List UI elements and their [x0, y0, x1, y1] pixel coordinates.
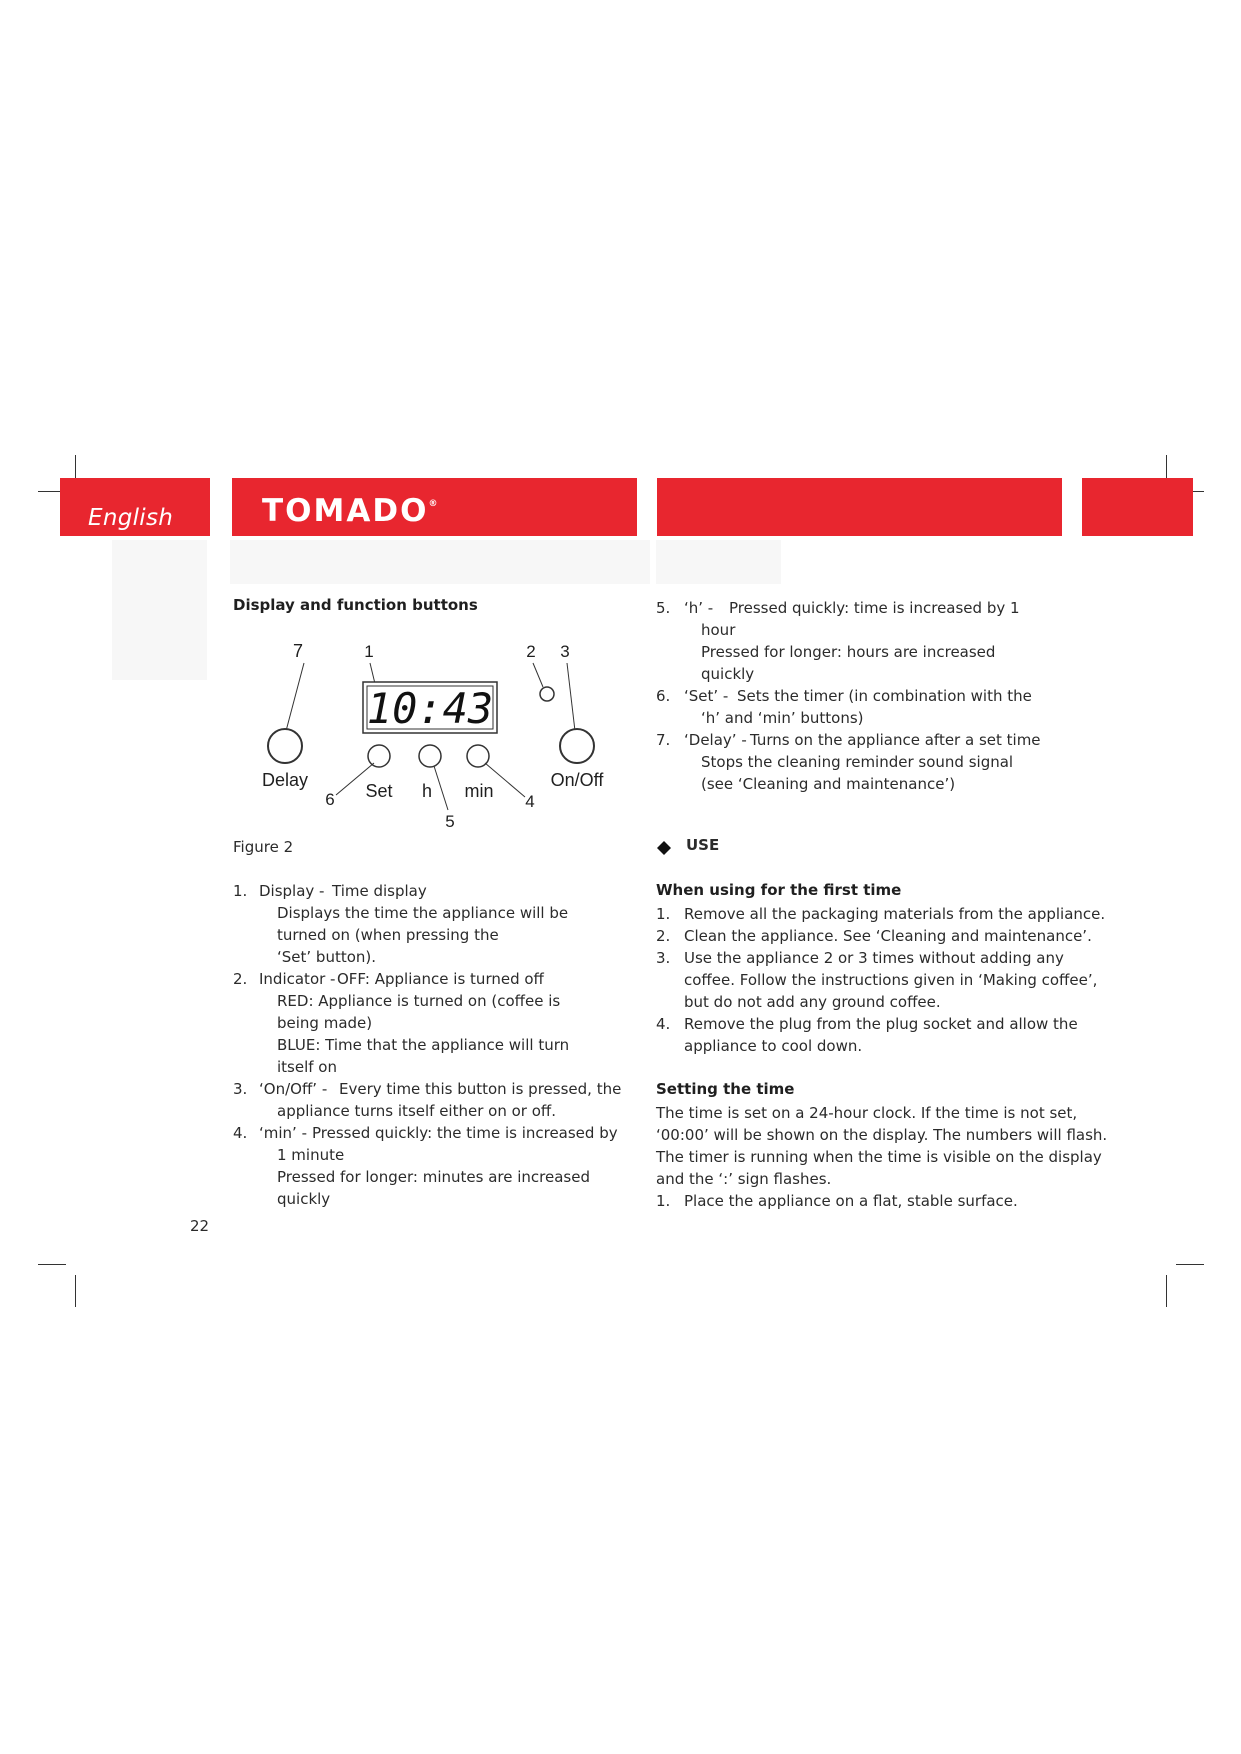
list-line: Remove all the packaging materials from the appliance.	[684, 905, 1106, 923]
brand-logo	[262, 493, 437, 529]
print-shadow	[656, 540, 781, 584]
set-label: Set	[365, 781, 393, 801]
paragraph-line: The timer is running when the time is visible on the display	[656, 1148, 1102, 1166]
list-line: quickly	[701, 665, 755, 683]
setting-time-title: Setting the time	[656, 1080, 795, 1098]
list-line: appliance to cool down.	[684, 1037, 863, 1055]
h-label: h	[421, 781, 433, 801]
delay-button-icon	[268, 729, 302, 763]
section-title: Display and function buttons	[233, 596, 478, 614]
list-number: 4.	[233, 1124, 248, 1142]
crop-mark	[1176, 1264, 1204, 1265]
header-bar-edge	[1082, 478, 1193, 536]
list-line: Pressed for longer: minutes are increased	[277, 1168, 590, 1186]
paragraph-line: ‘00:00’ will be shown on the display. The numbers will flash.	[656, 1126, 1108, 1144]
list-line: Every time this button is pressed, the	[339, 1080, 622, 1098]
list-line: Pressed for longer: hours are increased	[701, 643, 996, 661]
list-line: quickly	[277, 1190, 331, 1208]
on-off-button-icon	[560, 729, 594, 763]
lcd-time: 10:43	[366, 684, 494, 733]
list-number: 4.	[656, 1015, 671, 1033]
list-line: RED: Appliance is turned on (coffee is	[277, 992, 561, 1010]
list-number: 3.	[233, 1080, 248, 1098]
list-number: 5.	[656, 599, 671, 617]
list-line: (see ‘Cleaning and maintenance’)	[701, 775, 956, 793]
list-number: 2.	[656, 927, 671, 945]
list-line: Use the appliance 2 or 3 times without adding any	[684, 949, 1064, 967]
crop-mark	[38, 1264, 66, 1265]
list-line: Displays the time the appliance will be	[277, 904, 569, 922]
set-button-icon	[368, 745, 390, 767]
language-label: English	[88, 505, 174, 531]
h-button-icon	[419, 745, 441, 767]
min-label: min	[464, 781, 494, 801]
list-line: Sets the timer (in combination with the	[737, 687, 1032, 705]
list-line: 1 minute	[277, 1146, 345, 1164]
list-line: hour	[701, 621, 736, 639]
figure-caption: Figure 2	[233, 838, 294, 856]
list-line: ‘h’ and ‘min’ buttons)	[701, 709, 864, 727]
list-line: BLUE: Time that the appliance will turn	[277, 1036, 570, 1054]
list-line: but do not add any ground coffee.	[684, 993, 941, 1011]
list-line: Remove the plug from the plug socket and allow the	[684, 1015, 1078, 1033]
list-line: Clean the appliance. See ‘Cleaning and maintenance’.	[684, 927, 1092, 945]
print-shadow	[230, 540, 650, 584]
list-lead: ‘Set’ -	[684, 687, 729, 705]
registered-mark: ®	[428, 498, 438, 509]
list-lead: ‘On/Off’ -	[259, 1080, 328, 1098]
list-number: 6.	[656, 687, 671, 705]
crop-mark	[1166, 1275, 1167, 1307]
list-number: 2.	[233, 970, 248, 988]
header-bar-right	[657, 478, 1062, 536]
control-panel-figure	[250, 635, 620, 830]
figure-number-7: 7	[292, 641, 304, 661]
list-lead: ‘min’ -	[259, 1124, 308, 1142]
list-lead: Display -	[259, 882, 325, 900]
use-heading: USE	[686, 836, 720, 854]
list-line: appliance turns itself either on or off.	[277, 1102, 556, 1120]
list-line: Pressed quickly: the time is increased by	[312, 1124, 618, 1142]
list-line: Time display	[332, 882, 427, 900]
on-off-label: On/Off	[550, 770, 604, 790]
list-line: being made)	[277, 1014, 373, 1032]
list-line: OFF: Appliance is turned off	[337, 970, 544, 988]
list-line: Place the appliance on a flat, stable surface.	[684, 1192, 1018, 1210]
list-number: 3.	[656, 949, 671, 967]
figure-number-5: 5	[445, 812, 455, 830]
first-time-title: When using for the first time	[656, 881, 902, 899]
page-number: 22	[190, 1217, 210, 1235]
list-line: turned on (when pressing the	[277, 926, 499, 944]
list-line: Turns on the appliance after a set time	[750, 731, 1041, 749]
list-line: coffee. Follow the instructions given in ‘Making coffee’,	[684, 971, 1098, 989]
paragraph-line: and the ‘:’ sign flashes.	[656, 1170, 832, 1188]
brand-name: TOMADO	[262, 493, 429, 529]
list-number: 1.	[656, 905, 671, 923]
paragraph-line: The time is set on a 24-hour clock. If the time is not set,	[656, 1104, 1078, 1122]
list-number: 7.	[656, 731, 671, 749]
list-lead: ‘h’ -	[684, 599, 714, 617]
figure-number-1: 1	[364, 642, 374, 661]
list-lead: ‘Delay’ -	[684, 731, 747, 749]
list-number: 1.	[233, 882, 248, 900]
figure-number-6: 6	[325, 790, 335, 809]
list-line: Pressed quickly: time is increased by 1	[729, 599, 1020, 617]
figure-number-3: 3	[560, 642, 570, 661]
crop-mark	[75, 1275, 76, 1307]
print-shadow	[112, 540, 207, 680]
delay-label: Delay	[261, 770, 309, 790]
list-lead: Indicator -	[259, 970, 336, 988]
figure-number-4: 4	[525, 792, 535, 811]
list-line: Stops the cleaning reminder sound signal	[701, 753, 1014, 771]
figure-number-2: 2	[526, 642, 536, 661]
indicator-light	[540, 687, 554, 701]
list-line: itself on	[277, 1058, 337, 1076]
list-number: 1.	[656, 1192, 671, 1210]
list-line: ‘Set’ button).	[277, 948, 377, 966]
diamond-bullet-icon	[656, 840, 672, 856]
